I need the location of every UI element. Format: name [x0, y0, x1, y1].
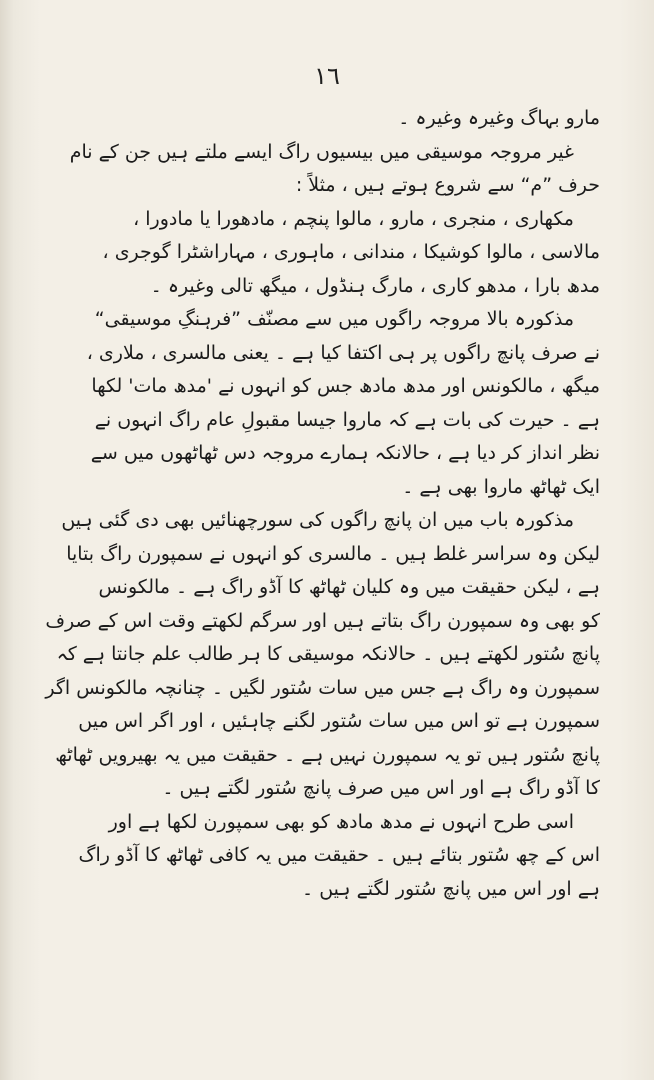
- text-line: کو بھی وہ سمپورن راگ بتاتے ہیں اور سرگم لکھتے وقت اس کے صرف: [45, 609, 600, 632]
- text-line: مذکورہ بالا مروجہ راگوں میں سے مصنّف ”فرہنگِ موسیقی“: [94, 308, 574, 330]
- text-line: میگھ ، مالکونس اور مدھ مادھ جس کو انہوں نے 'مدھ مات' لکھا: [91, 375, 600, 397]
- text-line: حرف ”م“ سے شروع ہوتے ہیں ، مثلاً :: [295, 174, 600, 196]
- text-line: مکھاری ، منجری ، مارو ، مالوا پنچم ، مادھورا یا مادورا ،: [133, 207, 574, 230]
- text-line: سمپورن ہے تو اس میں سات سُتور لگنے چاہئیں ، اور اگر اس میں: [78, 710, 600, 732]
- text-line: نے صرف پانچ راگوں پر ہی اکتفا کیا ہے ۔ یعنی مالسری ، ملاری ،: [86, 341, 600, 364]
- text-line: کا آڈو راگ ہے اور اس میں صرف پانچ سُتور لگتے ہیں ۔: [162, 777, 600, 799]
- text-line: مدھ بارا ، مدھو کاری ، مارگ ہنڈول ، میگھ تالی وغیرہ ۔: [150, 274, 600, 297]
- text-line: نظر انداز کر دیا ہے ، حالانکہ ہمارے مروجہ دس ٹھاٹھوں میں سے: [90, 442, 600, 464]
- text-line: لیکن وہ سراسر غلط ہیں ۔ مالسری کو انہوں نے سمپورن راگ بتایا: [66, 542, 600, 565]
- text-line: ایک ٹھاٹھ ماروا بھی ہے ۔: [402, 475, 600, 498]
- page-number: ١٦: [314, 62, 340, 90]
- text-line: مارو بہاگ وغیرہ وغیرہ ۔: [398, 107, 600, 129]
- text-line: غیر مروجہ موسیقی میں بیسیوں راگ ایسے ملتے ہیں جن کے نام: [69, 140, 574, 163]
- text-line: اسی طرح انہوں نے مدھ مادھ کو بھی سمپورن لکھا ہے اور: [108, 810, 574, 833]
- text-line: مالاسی ، مالوا کوشیکا ، مندانی ، ماہوری ، مہاراشٹرا گوجری ،: [102, 241, 600, 263]
- text-line: پانچ سُتور ہیں تو یہ سمپورن نہیں ہے ۔ حقیقت میں یہ بھیرویں ٹھاٹھ: [55, 743, 600, 766]
- text-line: اس کے چھ سُتور بتائے ہیں ۔ حقیقت میں یہ کافی ٹھاٹھ کا آڈو راگ: [78, 844, 600, 866]
- text-line: ہے اور اس میں پانچ سُتور لگتے ہیں ۔: [302, 877, 600, 900]
- text-line: ہے ، لیکن حقیقت میں وہ کلیان ٹھاٹھ کا آڈو راگ ہے ۔ مالکونس: [98, 576, 600, 598]
- body-text: [32, 102, 600, 906]
- text-line: پانچ سُتور لکھتے ہیں ۔ حالانکہ موسیقی کا ہر طالب علم جانتا ہے کہ: [56, 643, 600, 665]
- text-line: مذکورہ باب میں ان پانچ راگوں کی سورچھنائیں بھی دی گئی ہیں: [61, 509, 574, 531]
- text-line: ہے ۔ حیرت کی بات ہے کہ ماروا جیسا مقبولِ عام راگ انہوں نے: [94, 408, 600, 431]
- text-line: سمپورن وہ راگ ہے جس میں سات سُتور لگیں ۔ چنانچہ مالکونس اگر: [45, 676, 600, 699]
